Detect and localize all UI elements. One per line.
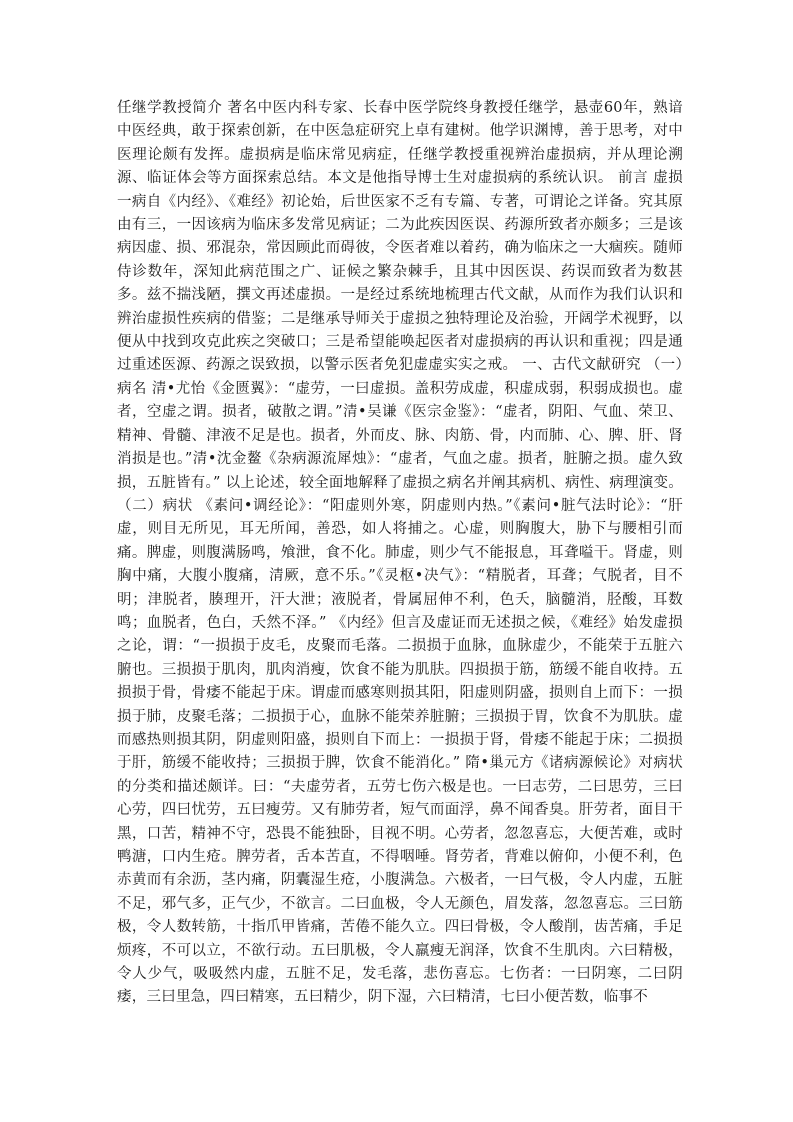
document-body — [117, 97, 683, 1010]
body-paragraph: 任继学教授简介 著名中医内科专家、长春中医学院终身教授任继学，悬壶60年，熟谙中医经典，敢于探索创新，在中医急症研究上卓有建树。他学识渊博，善于思考，对中医理论颇有发挥。虚损病是临床常见病症，任继学教授重视辨治虚损病，并从理论溯源、临证体会等方面探索总结。本文是他指导博士生对虚损病的系统认识。 前言 虚损一病自《内经》、《难经》初论始，后世医家不乏有专篇、专著，可谓论之详备。究其原由有三，一因该病为临床多发常见病证；二为此疾因医误、药源所致者亦颇多；三是该病因虚、损、邪混杂，常因顾此而碍彼，令医者难以着药，确为临床之一大痼疾。随师侍诊数年，深知此病范围之广、证候之繁杂棘手，且其中因医误、药误而致者为数甚多。兹不揣浅陋，撰文再述虚损。一是经过系统地梳理古代文献，从而作为我们认识和辨治虚损性疾病的借鉴；二是继承导师关于虚损之独特理论及治验，开阔学术视野，以便从中找到攻克此疾之突破口；三是希望能唤起医者对虚损病的再认识和重视；四是通过重述医源、药源之误致损，以警示医者免犯虚虚实实之戒。 一、古代文献研究 （一）病名 清•尤怡《金匮翼》：“虚劳，一曰虚损。盖积劳成虚，积虚成弱，积弱成损也。虚者，空虚之谓。损者，破散之谓。”清•吴谦《医宗金鉴》：“虚者，阴阳、气血、荣卫、精神、骨髓、津液不足是也。损者，外而皮、脉、肉筋、骨，内而肺、心、脾、肝、肾消损是也。”清•沈金鳌《杂病源流犀烛》：“虚者，气血之虚。损者，脏腑之损。虚久致损，五脏皆有。” 以上论述，较全面地解释了虚损之病名并阐其病机、病性、病理演变。 （二）病状 《素问•调经论》：“阳虚则外寒，阴虚则内热。”《素问•脏气法时论》：“肝虚，则目无所见，耳无所闻，善恐，如人将捕之。心虚，则胸腹大，胁下与腰相引而痛。脾虚，则腹满肠鸣，飧泄，食不化。肺虚，则少气不能报息，耳聋嗌干。肾虚，则胸中痛，大腹小腹痛，清厥，意不乐。”《灵枢•决气》：“精脱者，耳聋；气脱者，目不明；津脱者，腠理开，汗大泄；液脱者，骨属屈伸不利，色夭，脑髓消，胫酸，耳数鸣；血脱者，色白，夭然不泽。” 《内经》但言及虚证而无述损之候，《难经》始发虚损之论，谓：“一损损于皮毛，皮聚而毛落。二损损于血脉，血脉虚少，不能荣于五脏六腑也。三损损于肌肉，肌肉消瘦，饮食不能为肌肤。四损损于筋，筋缓不能自收持。五损损于骨，骨痿不能起于床。谓虚而感寒则损其阳，阳虚则阴盛，损则自上而下：一损损于肺，皮聚毛落；二损损于心，血脉不能荣养脏腑；三损损于胃，饮食不为肌肤。虚而感热则损其阴，阴虚则阳盛，损则自下而上：一损损于肾，骨痿不能起于床；二损损于肝，筋缓不能收持；三损损于脾，饮食不能消化。” 隋•巢元方《诸病源候论》对病状的分类和描述颇详。曰：“夫虚劳者，五劳七伤六极是也。一曰志劳，二曰思劳，三曰心劳，四曰忧劳，五曰瘦劳。又有肺劳者，短气而面浮，鼻不闻香臭。肝劳者，面目干黑，口苦，精神不守，恐畏不能独卧，目视不明。心劳者，忽忽喜忘，大便苦难，或时鸭溏，口内生疮。脾劳者，舌本苦直，不得咽唾。肾劳者，背难以俯仰，小便不利，色赤黄而有余沥，茎内痛，阴囊湿生疮，小腹满急。六极者，一曰气极，令人内虚，五脏不足，邪气多，正气少，不欲言。二曰血极，令人无颜色，眉发落，忽忽喜忘。三曰筋极，令人数转筋，十指爪甲皆痛，苦倦不能久立。四曰骨极，令人酸削，齿苦痛，手足烦疼，不可以立，不欲行动。五曰肌极，令人羸瘦无润泽，饮食不生肌肉。六曰精极，令人少气，吸吸然内虚，五脏不足，发毛落，悲伤喜忘。七伤者：一曰阴寒，二曰阴痿，三曰里急，四曰精寒，五曰精少，阴下湿，六曰精清，七曰小便苦数，临事不 — [117, 100, 684, 1006]
